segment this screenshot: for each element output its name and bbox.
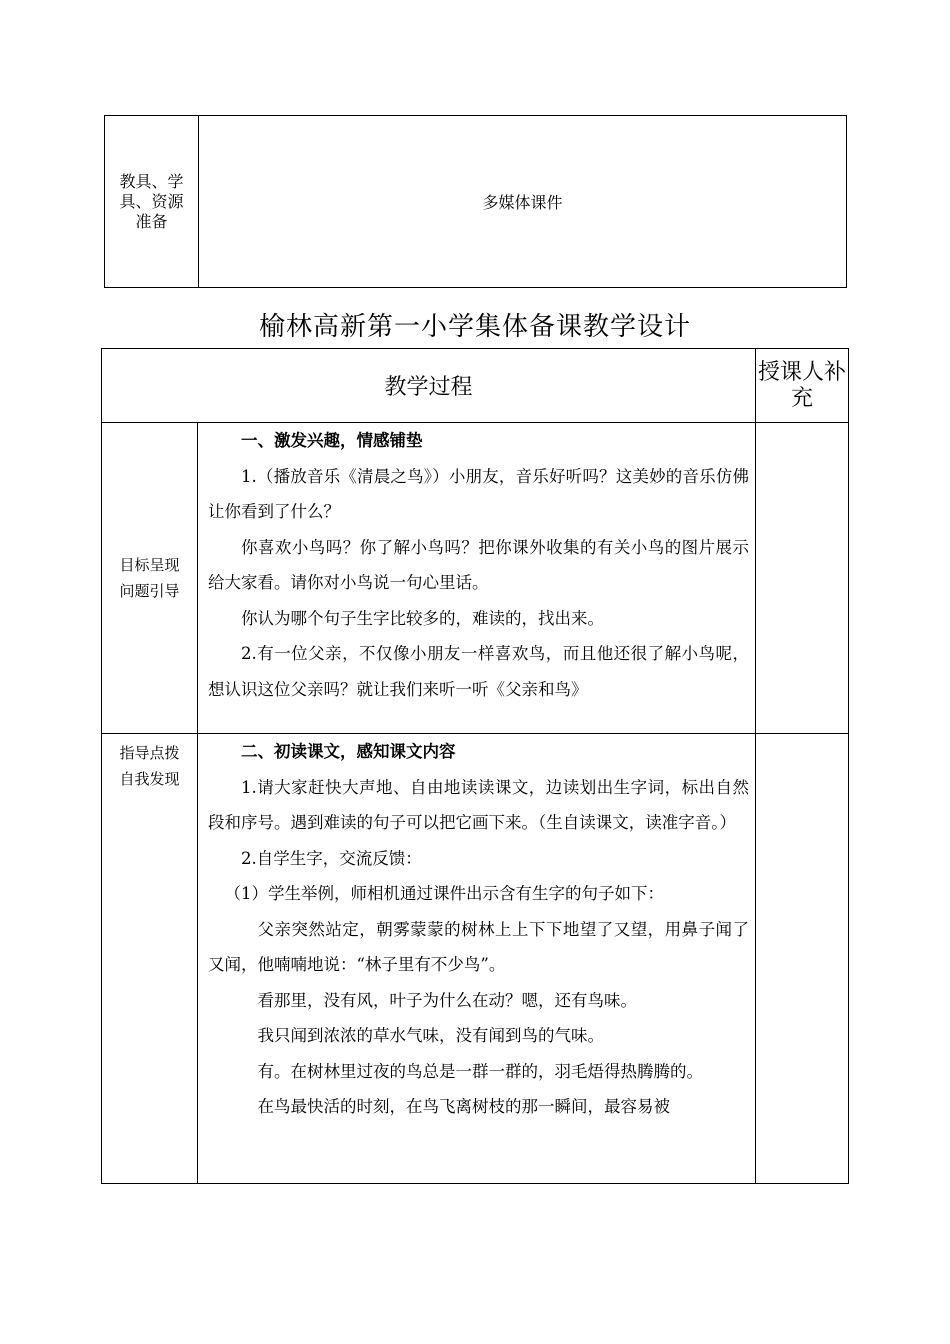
teaching-process-table bbox=[101, 348, 849, 1184]
table-row bbox=[102, 423, 849, 734]
resource-label-cell bbox=[105, 116, 199, 288]
header-main-cell bbox=[102, 349, 756, 423]
paragraph: 1.请大家赶快大声地、自由地读读课文，边读划出生字词，标出自然段和序号。遇到难读的句子可以把它画下来。（生自读课文，读准字音。） bbox=[208, 777, 749, 832]
supplement-cell bbox=[756, 734, 849, 1184]
paragraph: 我只闻到浓浓的草水气味，没有闻到鸟的气味。 bbox=[257, 1026, 604, 1045]
resource-table bbox=[104, 115, 847, 288]
document-title: 榆林高新第一小学集体备课教学设计 bbox=[258, 312, 691, 342]
section-heading: 一、激发兴趣，情感铺垫 bbox=[241, 431, 423, 450]
phase-label: 自我发现 bbox=[119, 770, 180, 788]
phase-label: 指导点拨 bbox=[119, 744, 180, 762]
phase-label: 问题引导 bbox=[119, 582, 180, 600]
phase-label: 目标呈现 bbox=[119, 556, 180, 574]
paragraph: 2.自学生字，交流反馈： bbox=[241, 848, 422, 868]
paragraph: 看那里，没有风，叶子为什么在动？嗯，还有鸟味。 bbox=[257, 990, 637, 1010]
paragraph: 有。在树林里过夜的鸟总是一群一群的，羽毛焐得热腾腾的。 bbox=[257, 1061, 703, 1081]
paragraph: 1.（播放音乐《清晨之鸟》）小朋友，音乐好听吗？这美妙的音乐仿佛让你看到了什么？ bbox=[208, 466, 749, 521]
section-heading: 二、初读课文，感知课文内容 bbox=[241, 742, 456, 761]
phase-cell bbox=[102, 423, 198, 734]
header-side-cell bbox=[756, 349, 849, 423]
header-main-label: 教学过程 bbox=[384, 375, 473, 400]
paragraph: 你认为哪个句子生字比较多的，难读的，找出来。 bbox=[241, 608, 604, 628]
phase-cell bbox=[102, 734, 198, 1184]
resource-value-cell bbox=[199, 116, 847, 288]
resource-label: 教具、学具、资源准备 bbox=[119, 171, 184, 231]
header-side-label: 授课人补充 bbox=[757, 359, 846, 411]
content-cell bbox=[198, 734, 756, 1184]
table-row bbox=[102, 734, 849, 1184]
header-row bbox=[102, 349, 849, 423]
content-cell bbox=[198, 423, 756, 734]
paragraph: 父亲突然站定，朝雾蒙蒙的树林上上下下地望了又望，用鼻子闻了又闻，他喃喃地说：“林子里有不少鸟”。 bbox=[208, 919, 749, 974]
supplement-cell bbox=[756, 423, 849, 734]
paragraph: （1）学生举例，师相机通过课件出示含有生字的句子如下： bbox=[224, 884, 664, 903]
paragraph: 2.有一位父亲，不仅像小朋友一样喜欢鸟，而且他还很了解小鸟呢，想认识这位父亲吗？就让我们来听一听《父亲和鸟》 bbox=[208, 644, 749, 699]
resource-value: 多媒体课件 bbox=[482, 193, 563, 212]
paragraph: 在鸟最快活的时刻，在鸟飞离树枝的那一瞬间，最容易被 bbox=[257, 1097, 670, 1116]
paragraph: 你喜欢小鸟吗？你了解小鸟吗？把你课外收集的有关小鸟的图片展示给大家看。请你对小鸟说一句心里话。 bbox=[208, 537, 749, 592]
